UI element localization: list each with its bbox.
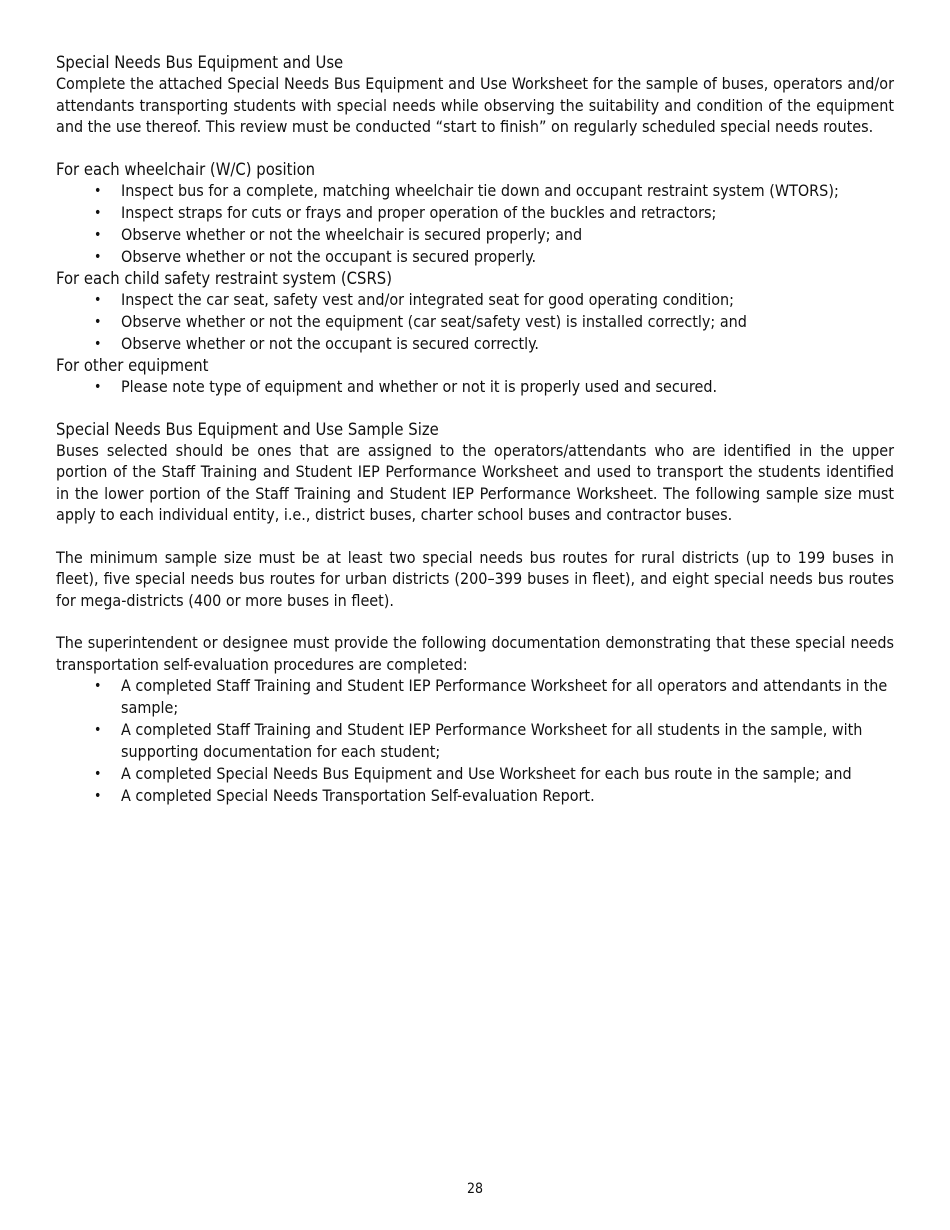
list-item — [56, 785, 894, 807]
sample-size-paragraph-2: The minimum sample size must be at least two special needs bus routes for rural districts (up to 199 buses in fleet), five special needs bus routes for urban districts (200–399 buses in fleet), and eight special needs bus routes for mega-districts (400 or more buses in fleet). — [56, 547, 894, 610]
list-item — [56, 202, 894, 224]
csrs-list — [56, 289, 894, 355]
list-item — [56, 180, 894, 202]
spacer — [56, 526, 894, 547]
bullet-icon: • — [94, 788, 102, 804]
list-item-text: A completed Special Needs Transportation Self-evaluation Report. — [121, 786, 595, 805]
bullet-icon: • — [94, 248, 102, 265]
section-heading-equipment-use: Special Needs Bus Equipment and Use — [56, 53, 344, 72]
list-item — [56, 289, 894, 311]
spacer — [56, 138, 894, 159]
list-item — [56, 246, 894, 268]
wheelchair-list — [56, 180, 894, 268]
wheelchair-heading: For each wheelchair (W/C) position — [56, 159, 316, 179]
documentation-intro-paragraph: The superintendent or designee must provide the following documentation demonstrating that these special needs transportation self-evaluation procedures are completed: — [56, 633, 894, 674]
bullet-icon: • — [94, 226, 102, 243]
bullet-icon: • — [94, 766, 102, 782]
list-item-text: Observe whether or not the wheelchair is secured properly; and — [121, 224, 583, 244]
list-item — [56, 763, 894, 785]
list-item-text: Inspect bus for a complete, matching wheelchair tie down and occupant restraint system (WTORS); — [121, 180, 839, 200]
sample-size-paragraph-1: Buses selected should be ones that are assigned to the operators/attendants who are identified in the upper portion of the Staff Training and Student IEP Performance Worksheet and used to transport the students identified in the lower portion of the Staff Training and Student IEP Performance Worksheet. The following sample size must apply to each individual entity, i.e., district buses, charter school buses and contractor buses. — [56, 440, 894, 524]
csrs-heading: For each child safety restraint system (CSRS) — [56, 268, 393, 288]
list-item-text: Inspect straps for cuts or frays and proper operation of the buckles and retractors; — [121, 202, 717, 222]
list-item-text: A completed Staff Training and Student IEP Performance Worksheet for all students in the sample, with supporting documentation for each student; — [121, 720, 863, 761]
other-equipment-list — [56, 376, 894, 398]
list-item-text: Observe whether or not the occupant is secured correctly. — [121, 333, 539, 353]
sample-size-heading: Special Needs Bus Equipment and Use Sample Size — [56, 419, 439, 439]
bullet-icon: • — [94, 291, 102, 308]
bullet-icon: • — [94, 204, 102, 221]
list-item — [56, 224, 894, 246]
page-number: 28 — [466, 1181, 484, 1197]
list-item — [56, 376, 894, 398]
documentation-list — [56, 675, 894, 807]
bullet-icon: • — [94, 678, 102, 694]
list-item-text: Inspect the car seat, safety vest and/or integrated seat for good operating condition; — [121, 289, 734, 309]
list-item-text: A completed Special Needs Bus Equipment and Use Worksheet for each bus route in the sample; and — [121, 764, 852, 783]
other-equipment-heading: For other equipment — [56, 355, 209, 375]
list-item — [56, 311, 894, 333]
list-item — [56, 719, 894, 763]
spacer — [56, 398, 894, 419]
bullet-icon: • — [94, 722, 102, 738]
list-item — [56, 675, 894, 719]
spacer — [56, 611, 894, 632]
bullet-icon: • — [94, 182, 102, 199]
bullet-icon: • — [94, 313, 102, 330]
list-item — [56, 333, 894, 355]
bullet-icon: • — [94, 335, 102, 352]
list-item-text: Observe whether or not the occupant is secured properly. — [121, 246, 537, 266]
list-item-text: Please note type of equipment and whether or not it is properly used and secured. — [121, 376, 718, 396]
equipment-use-paragraph: Complete the attached Special Needs Bus Equipment and Use Worksheet for the sample of buses, operators and/or attendants transporting students with special needs while observing the suitability and condition of the equipment and the use thereof. This review must be conducted “start to finish” on regularly scheduled special needs routes. — [56, 74, 894, 136]
list-item-text: Observe whether or not the equipment (car seat/safety vest) is installed correctly; and — [121, 311, 747, 331]
list-item-text: A completed Staff Training and Student IEP Performance Worksheet for all operators and attendants in the sample; — [121, 676, 888, 717]
bullet-icon: • — [94, 378, 102, 395]
document-page — [56, 52, 894, 807]
